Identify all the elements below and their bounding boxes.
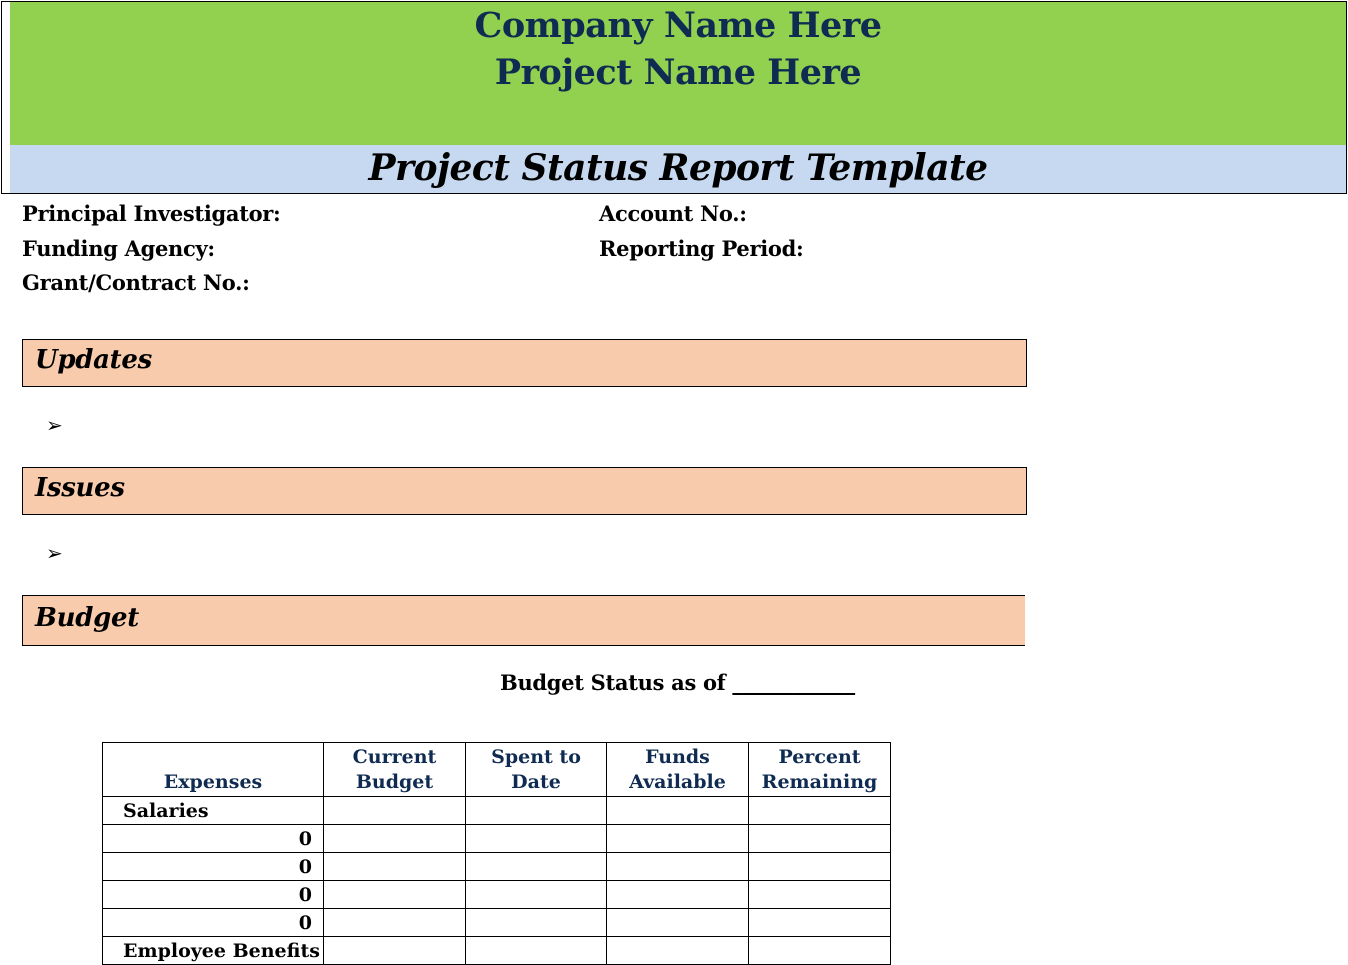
company-banner — [10, 2, 1346, 145]
issues-section-header — [22, 467, 1027, 515]
reporting-period-label: Reporting Period: — [599, 236, 804, 261]
table-cell[interactable] — [749, 909, 891, 937]
budget-section-header — [22, 595, 1025, 646]
salaries-label: Salaries — [103, 797, 324, 825]
table-cell[interactable] — [607, 825, 749, 853]
table-cell[interactable] — [749, 881, 891, 909]
table-row — [103, 797, 891, 825]
table-cell[interactable] — [466, 937, 607, 965]
table-cell[interactable] — [466, 825, 607, 853]
table-row — [103, 853, 891, 881]
current-budget-header: Current Budget — [324, 743, 466, 797]
table-row — [103, 825, 891, 853]
employee-benefits-label: Employee Benefits — [103, 937, 324, 965]
report-title: Project Status Report Template — [368, 147, 988, 189]
issues-bullet-icon: ➢ — [46, 541, 63, 565]
table-cell[interactable] — [749, 825, 891, 853]
funds-available-header: Funds Available — [607, 743, 749, 797]
funding-agency-label: Funding Agency: — [22, 236, 215, 261]
table-row — [103, 937, 891, 965]
table-cell[interactable] — [749, 797, 891, 825]
table-cell[interactable] — [324, 881, 466, 909]
budget-title: Budget — [35, 603, 139, 633]
table-row — [103, 909, 891, 937]
table-cell[interactable] — [607, 909, 749, 937]
salary-line-value: 0 — [103, 881, 324, 909]
company-name: Company Name Here — [474, 5, 882, 46]
account-no-label: Account No.: — [599, 201, 747, 226]
budget-status-line: Budget Status as of ____________ — [500, 670, 855, 695]
spent-to-date-header: Spent to Date — [466, 743, 607, 797]
table-cell[interactable] — [607, 881, 749, 909]
table-cell[interactable] — [466, 797, 607, 825]
table-cell[interactable] — [324, 937, 466, 965]
table-cell[interactable] — [607, 853, 749, 881]
updates-title: Updates — [35, 345, 152, 375]
issues-title: Issues — [35, 473, 125, 503]
table-cell[interactable] — [607, 937, 749, 965]
updates-bullet-icon: ➢ — [46, 413, 63, 437]
expenses-header: Expenses — [103, 743, 324, 797]
table-cell[interactable] — [749, 853, 891, 881]
table-cell[interactable] — [466, 909, 607, 937]
table-cell[interactable] — [749, 937, 891, 965]
table-row — [103, 881, 891, 909]
table-cell[interactable] — [466, 853, 607, 881]
table-cell[interactable] — [466, 881, 607, 909]
table-cell[interactable] — [324, 909, 466, 937]
budget-table — [102, 742, 891, 965]
report-header — [1, 1, 1347, 194]
budget-table-header — [103, 743, 891, 797]
principal-investigator-label: Principal Investigator: — [22, 201, 281, 226]
percent-remaining-header: Percent Remaining — [749, 743, 891, 797]
salary-line-value: 0 — [103, 853, 324, 881]
table-cell[interactable] — [607, 797, 749, 825]
table-cell[interactable] — [324, 853, 466, 881]
salary-line-value: 0 — [103, 825, 324, 853]
grant-contract-label: Grant/Contract No.: — [22, 270, 250, 295]
table-cell[interactable] — [324, 797, 466, 825]
salary-line-value: 0 — [103, 909, 324, 937]
updates-section-header — [22, 339, 1027, 387]
title-banner — [10, 145, 1346, 193]
project-name: Project Name Here — [494, 52, 862, 93]
table-cell[interactable] — [324, 825, 466, 853]
